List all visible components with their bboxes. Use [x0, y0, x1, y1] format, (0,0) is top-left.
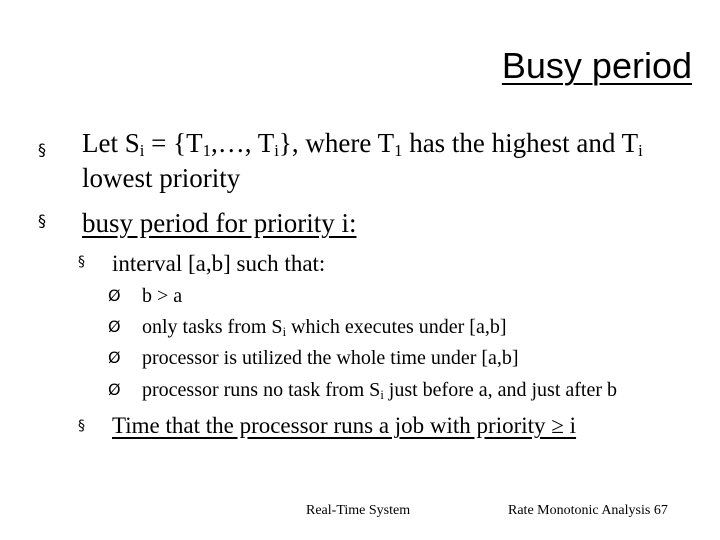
- condition-item: processor is utilized the whole time under [a,b]: [142, 347, 519, 369]
- arrow-bullet-icon: Ø: [108, 317, 121, 336]
- footer-left-text: Real-Time System: [306, 503, 411, 518]
- interval-text: interval [a,b] such that:: [112, 251, 326, 276]
- bullet-icon: §: [78, 254, 85, 270]
- busy-period-explanation: Time that the processor runs a job with priority ≥ i: [112, 413, 577, 438]
- bullet-definition-text: Let $S_i$ = {$T_1,\dots$, $T_i$}, where $T_1$ has the highest and $T_i$ lowest priority: [82, 128, 643, 193]
- busy-period-heading: busy period for priority i:: [82, 208, 357, 238]
- arrow-bullet-icon: Ø: [108, 286, 121, 305]
- condition-item: b > a: [142, 285, 183, 307]
- condition-item: processor runs no task from $S_i$ just before a, and just after b: [142, 379, 618, 403]
- condition-item: only tasks from $S_i$ which executes under [a,b]: [142, 316, 507, 340]
- arrow-bullet-icon: Ø: [108, 348, 121, 367]
- bullet-icon: §: [38, 140, 46, 159]
- bullet-icon: §: [78, 418, 85, 434]
- arrow-bullet-icon: Ø: [108, 380, 121, 399]
- slide-title: Busy period: [501, 45, 692, 86]
- bullet-icon: §: [38, 211, 46, 230]
- footer-right-text: Rate Monotonic Analysis 67: [508, 503, 668, 518]
